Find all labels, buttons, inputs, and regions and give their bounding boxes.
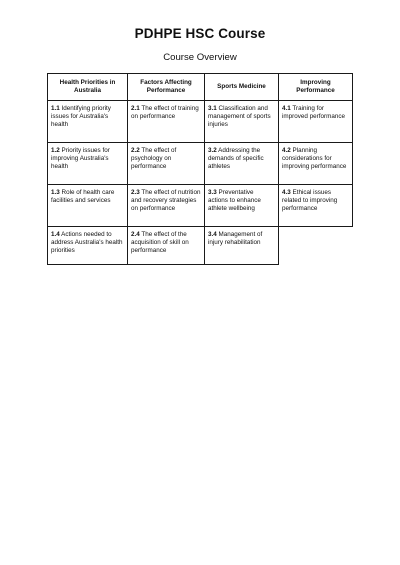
column-header-health-priorities: Health Priorities in Australia: [48, 74, 128, 101]
topic-text: Actions needed to address Australia's health priorities: [51, 231, 123, 255]
topic-text: The effect of the acquisition of skill on performance: [131, 231, 189, 255]
table-row: [48, 143, 353, 185]
topic-number: 2.2: [131, 147, 140, 154]
topic-text: Training for improved performance: [282, 105, 345, 121]
topic-text: Priority issues for improving Australia's health: [51, 147, 110, 171]
table-row: [48, 185, 353, 227]
topic-text: The effect of nutrition and recovery strategies on performance: [131, 189, 201, 213]
table-cell: [205, 143, 279, 185]
table-cell: [205, 227, 279, 265]
table-cell: [128, 185, 205, 227]
topic-number: 2.4: [131, 231, 140, 238]
table-cell: [128, 227, 205, 265]
topic-number: 1.2: [51, 147, 60, 154]
column-header-improving-performance: Improving Performance: [279, 74, 353, 101]
table-cell: [279, 101, 353, 143]
topic-number: 1.3: [51, 189, 60, 196]
table-cell: [48, 185, 128, 227]
topic-number: 4.1: [282, 105, 291, 112]
topic-text: Classification and management of sports injuries: [208, 105, 271, 129]
empty-cell: [279, 227, 353, 265]
table-cell: [279, 185, 353, 227]
table-row: [48, 101, 353, 143]
table-header-row: [48, 74, 353, 101]
topic-text: Management of injury rehabilitation: [208, 231, 263, 247]
topic-number: 2.3: [131, 189, 140, 196]
topic-number: 4.3: [282, 189, 291, 196]
table-cell: [48, 227, 128, 265]
column-header-factors-affecting-performance: Factors Affecting Performance: [128, 74, 205, 101]
topic-text: Planning considerations for improving performance: [282, 147, 347, 171]
topic-number: 3.3: [208, 189, 217, 196]
table-cell: [48, 101, 128, 143]
table-cell: [205, 185, 279, 227]
table-cell: [128, 143, 205, 185]
topic-number: 1.4: [51, 231, 60, 238]
topic-number: 3.2: [208, 147, 217, 154]
topic-number: 3.1: [208, 105, 217, 112]
column-header-sports-medicine: Sports Medicine: [205, 74, 279, 101]
table-cell: [279, 143, 353, 185]
topic-text: The effect of psychology on performance: [131, 147, 177, 171]
table-row: [48, 227, 353, 265]
topic-text: Addressing the demands of specific athletes: [208, 147, 264, 171]
topic-number: 4.2: [282, 147, 291, 154]
table-cell: [48, 143, 128, 185]
topic-text: Role of health care facilities and services: [51, 189, 115, 205]
topic-text: Preventative actions to enhance athlete wellbeing: [208, 189, 261, 213]
document-subtitle: Course Overview: [163, 52, 237, 63]
document-title: PDHPE HSC Course: [134, 26, 266, 41]
topic-number: 3.4: [208, 231, 217, 238]
course-overview-table: [47, 73, 353, 265]
table-cell: [128, 101, 205, 143]
topic-text: The effect of training on performance: [131, 105, 199, 121]
topic-text: Identifying priority issues for Australia's health: [51, 105, 111, 129]
table-cell: [205, 101, 279, 143]
topic-number: 1.1: [51, 105, 60, 112]
topic-number: 2.1: [131, 105, 140, 112]
topic-text: Ethical issues related to improving performance: [282, 189, 338, 213]
